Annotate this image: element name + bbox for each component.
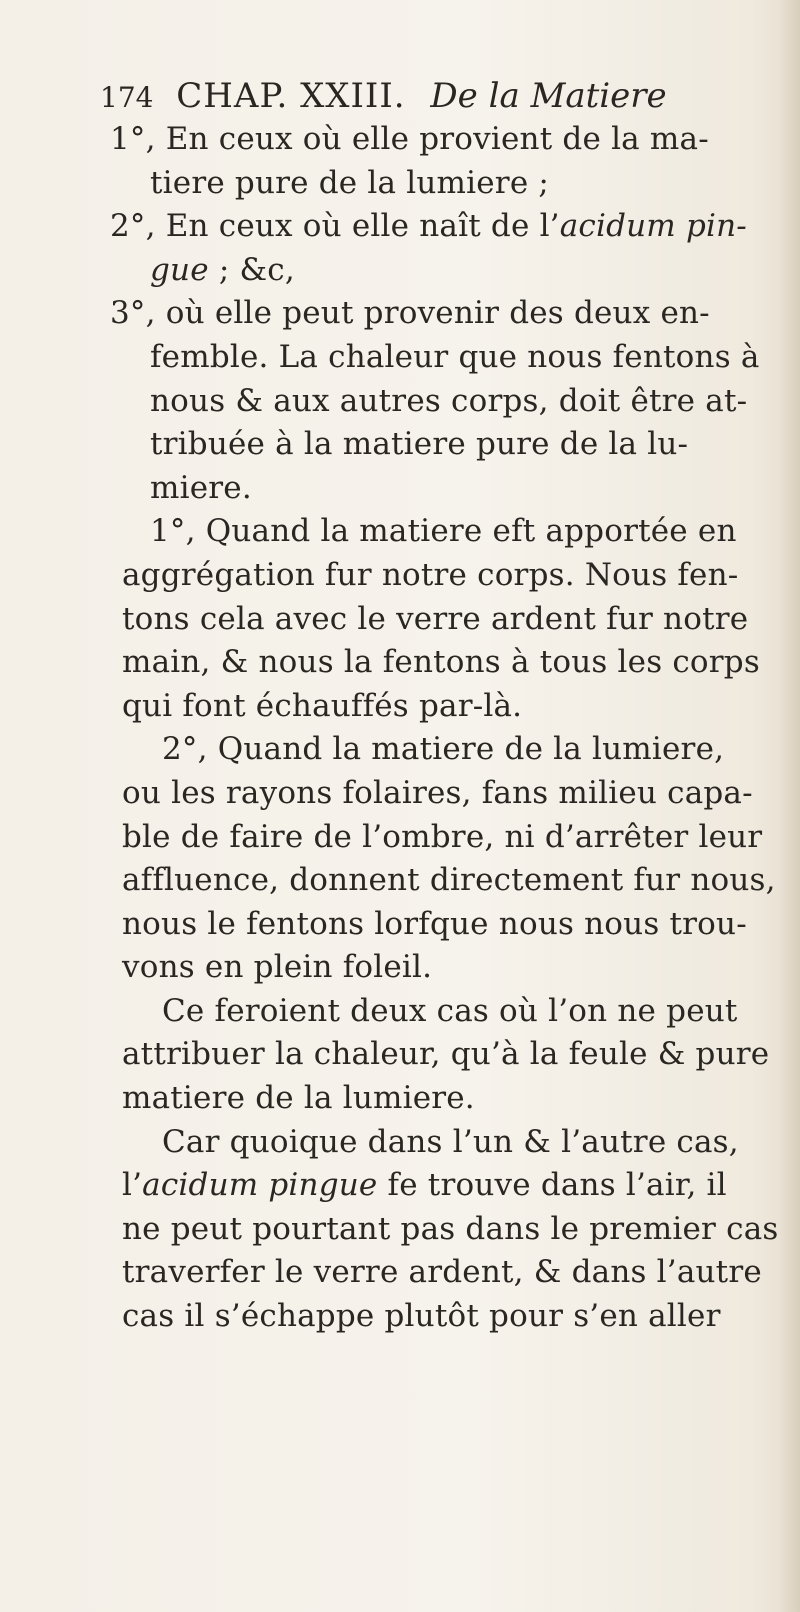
text-line [110, 162, 782, 206]
text-line [110, 249, 782, 293]
text-line [110, 728, 782, 772]
text-line [110, 903, 782, 947]
text-line [110, 336, 782, 380]
text-segment: tiere pure de la lumiere ; [150, 164, 550, 201]
text-line [110, 641, 782, 685]
text-line [110, 118, 782, 162]
text-segment: cas il s’échappe plutôt pour s’en aller [122, 1298, 721, 1335]
text-segment: main, & nous la fentons à tous les corps [122, 644, 760, 681]
running-header [100, 74, 740, 118]
text-line [110, 859, 782, 903]
text-line [110, 1251, 782, 1295]
text-segment: ou les rayons folaires, fans milieu capa- [122, 774, 753, 811]
chapter-title: De la Matiere [430, 76, 667, 116]
text-line [110, 1077, 782, 1121]
chapter-label: CHAP. XXIII. [176, 76, 406, 116]
page-number: 174 [100, 81, 154, 114]
text-segment: Ce feroient deux cas où l’on ne peut [162, 992, 738, 1029]
text-line [110, 598, 782, 642]
text-segment: nous le fentons lorfque nous nous trou- [122, 905, 747, 942]
italic-segment: gue [150, 251, 209, 288]
text-segment: qui font échauffés par-là. [122, 687, 523, 724]
text-segment: fe trouve dans l’air, il [377, 1167, 727, 1204]
text-segment: attribuer la chaleur, qu’à la feule & pure [122, 1036, 770, 1073]
text-segment: 2°, En ceux où elle naît de l’ [110, 208, 560, 245]
italic-segment: acidum pin- [559, 208, 747, 245]
text-line [110, 990, 782, 1034]
text-segment: miere. [150, 469, 252, 506]
text-line [110, 205, 782, 249]
body-text [110, 118, 782, 1339]
text-segment: femble. La chaleur que nous fentons à [150, 338, 760, 375]
text-segment: tribuée à la matiere pure de la lu- [150, 426, 689, 463]
text-segment: traverfer le verre ardent, & dans l’autre [122, 1254, 762, 1291]
italic-segment: acidum pingue [142, 1167, 378, 1204]
text-segment: l’ [122, 1167, 143, 1204]
text-line [110, 1033, 782, 1077]
text-line [110, 423, 782, 467]
text-segment: ; &c, [208, 251, 295, 288]
text-segment: Car quoique dans l’un & l’autre cas, [162, 1123, 739, 1160]
text-line [110, 292, 782, 336]
text-line [110, 554, 782, 598]
text-line [110, 1121, 782, 1165]
text-line [110, 380, 782, 424]
text-segment: tons cela avec le verre ardent fur notre [122, 600, 749, 637]
text-segment: vons en plein foleil. [122, 949, 433, 986]
text-segment: 3°, où elle peut provenir des deux en- [110, 295, 710, 332]
text-line [110, 816, 782, 860]
text-segment: 2°, Quand la matiere de la lumiere, [162, 731, 725, 768]
text-line [110, 1295, 782, 1339]
text-segment: aggrégation fur notre corps. Nous fen- [122, 556, 739, 593]
text-line [110, 685, 782, 729]
text-segment: affluence, donnent directement fur nous, [122, 862, 776, 899]
text-segment: ne peut pourtant pas dans le premier cas [122, 1210, 779, 1247]
text-segment: nous & aux autres corps, doit être at- [150, 382, 748, 419]
text-line [110, 1164, 782, 1208]
text-segment: ble de faire de l’ombre, ni d’arrêter leur [122, 818, 763, 855]
text-line [110, 946, 782, 990]
text-segment: 1°, En ceux où elle provient de la ma- [110, 121, 709, 157]
text-segment: 1°, Quand la matiere eft apportée en [150, 513, 737, 550]
text-line [110, 772, 782, 816]
text-line [110, 1208, 782, 1252]
text-line [110, 467, 782, 511]
text-segment: matiere de la lumiere. [122, 1080, 475, 1117]
text-line [110, 510, 782, 554]
